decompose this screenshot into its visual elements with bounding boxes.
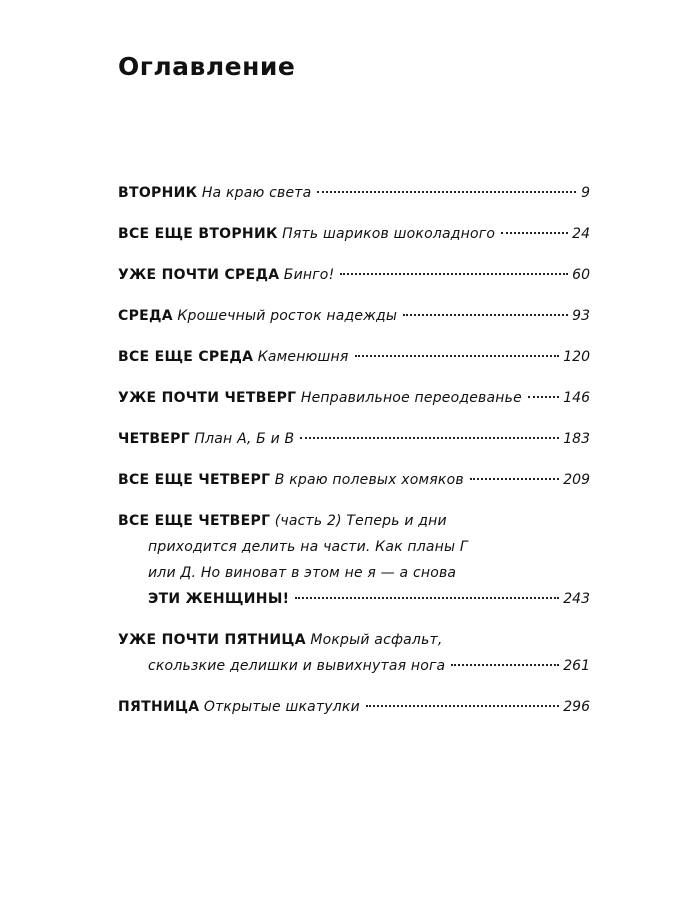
toc-chapter-title: На краю света: [201, 185, 312, 201]
toc-line: [118, 303, 590, 329]
spacer: [118, 370, 590, 385]
toc-page-number: 24: [572, 226, 590, 242]
spacer: [118, 612, 590, 627]
toc-part-label: ВСЕ ЕЩЕ ЧЕТВЕРГ: [118, 472, 271, 488]
toc-chapter-title: В краю полевых хомяков: [274, 472, 464, 488]
toc-line: [118, 221, 590, 247]
toc-chapter-title: План А, Б и В: [194, 431, 295, 447]
toc-page-number: 261: [563, 658, 590, 674]
toc-part-label: УЖЕ ПОЧТИ ЧЕТВЕРГ: [118, 390, 297, 406]
toc-line: [118, 508, 590, 534]
spacer: [118, 493, 590, 508]
toc-line-continued: [118, 653, 590, 679]
dot-leader: [501, 232, 568, 234]
toc-line: [118, 627, 590, 653]
toc-chapter-title: Крошечный росток надежды: [177, 308, 398, 324]
toc-line-continued: [118, 586, 590, 612]
spacer: [118, 247, 590, 262]
toc-chapter-title-continued: скользкие делишки и вывихнутая нога: [148, 658, 446, 674]
toc-entry[interactable]: [118, 344, 590, 370]
toc-line: [118, 385, 590, 411]
toc-entry[interactable]: [118, 180, 590, 206]
toc-page-number: 296: [563, 699, 590, 715]
toc-chapter-title-continued: или Д. Но виноват в этом не я — а снова: [148, 565, 457, 581]
toc-part-label: УЖЕ ПОЧТИ ПЯТНИЦА: [118, 632, 306, 648]
toc-line-continued: [118, 534, 590, 560]
toc-entry[interactable]: [118, 627, 590, 679]
toc-line: [118, 344, 590, 370]
dot-leader: [403, 314, 568, 316]
spacer: [118, 452, 590, 467]
dot-leader: [295, 597, 559, 599]
spacer: [118, 329, 590, 344]
toc-chapter-title-continued: ЭТИ ЖЕНЩИНЫ!: [148, 591, 290, 607]
dot-leader: [451, 664, 559, 666]
toc-page-number: 120: [563, 349, 590, 365]
dot-leader: [317, 191, 576, 193]
toc-entry[interactable]: [118, 303, 590, 329]
toc-page-number: 183: [563, 431, 590, 447]
toc-entry[interactable]: [118, 221, 590, 247]
toc-entry[interactable]: [118, 385, 590, 411]
table-of-contents: [118, 180, 590, 720]
toc-chapter-title: Каменюшня: [257, 349, 349, 365]
toc-page-number: 93: [572, 308, 590, 324]
dot-leader: [340, 273, 568, 275]
toc-part-label: СРЕДА: [118, 308, 173, 324]
toc-entry[interactable]: [118, 467, 590, 493]
toc-part-label: ЧЕТВЕРГ: [118, 431, 190, 447]
toc-page-number: 146: [563, 390, 590, 406]
spacer: [118, 411, 590, 426]
toc-chapter-title: Открытые шкатулки: [203, 699, 360, 715]
spacer: [118, 679, 590, 694]
toc-line: [118, 467, 590, 493]
dot-leader: [300, 437, 559, 439]
toc-line: [118, 694, 590, 720]
toc-part-label: УЖЕ ПОЧТИ СРЕДА: [118, 267, 280, 283]
toc-line: [118, 180, 590, 206]
toc-page-number: 209: [563, 472, 590, 488]
toc-line: [118, 426, 590, 452]
toc-chapter-title: (часть 2) Теперь и дни: [274, 513, 447, 529]
dot-leader: [366, 705, 559, 707]
toc-line-continued: [118, 560, 590, 586]
toc-chapter-title: Мокрый асфальт,: [310, 632, 443, 648]
toc-part-label: ВТОРНИК: [118, 185, 198, 201]
page-title: Оглавление: [118, 52, 296, 81]
toc-page-number: 243: [563, 591, 590, 607]
dot-leader: [528, 396, 559, 398]
toc-chapter-title-continued: приходится делить на части. Как планы Г: [148, 539, 468, 555]
spacer: [118, 288, 590, 303]
toc-entry[interactable]: [118, 694, 590, 720]
toc-chapter-title: Пять шариков шоколадного: [282, 226, 496, 242]
spacer: [118, 206, 590, 221]
toc-page-number: 60: [572, 267, 590, 283]
toc-part-label: ВСЕ ЕЩЕ ЧЕТВЕРГ: [118, 513, 271, 529]
toc-entry[interactable]: [118, 262, 590, 288]
toc-entry[interactable]: [118, 426, 590, 452]
toc-part-label: ВСЕ ЕЩЕ СРЕДА: [118, 349, 254, 365]
toc-entry[interactable]: [118, 508, 590, 612]
toc-part-label: ПЯТНИЦА: [118, 699, 200, 715]
toc-page-number: 9: [581, 185, 590, 201]
toc-line: [118, 262, 590, 288]
toc-chapter-title: Неправильное переодеванье: [300, 390, 522, 406]
toc-chapter-title: Бинго!: [283, 267, 335, 283]
toc-part-label: ВСЕ ЕЩЕ ВТОРНИК: [118, 226, 278, 242]
dot-leader: [355, 355, 560, 357]
dot-leader: [470, 478, 559, 480]
